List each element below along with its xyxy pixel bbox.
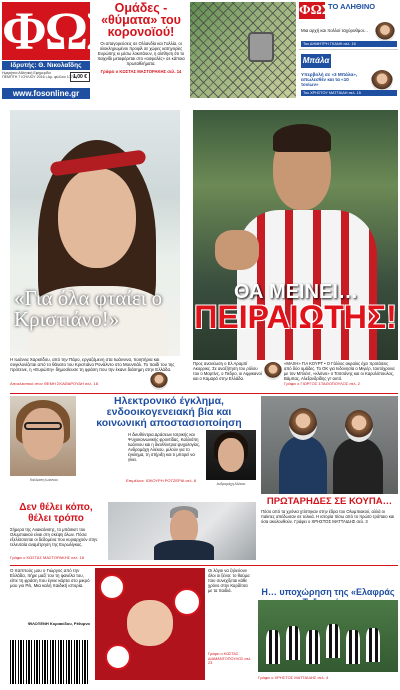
crest-icon <box>173 588 201 616</box>
prides-text: Πόσο από τα χρόνια χτίστηκαν στην έδρα του Ολυμπιακού, αλλά οι παίκτες απέδωσαν σε τελικά. Η ιστορία πίσω από το πρώτο τρόπαιο και όσα ακολουθούν. Γράφει ο ΧΡΗΣΤΟΣ ΜΑΤΤΑΙΔΗΣ σελ. 3 <box>261 509 395 524</box>
team-headline[interactable]: Η… υποχώρηση της «Ελαφράς <box>261 587 395 597</box>
column-alithino[interactable] <box>299 2 398 50</box>
prides-headline[interactable]: ΠΡΩΤΑΡΗΔΕΣ ΣΕ ΚΟΥΠΑ… <box>266 496 393 507</box>
coach-text: Σήμερα της Ανακαίνισης, το μπάσκετ του Ολυμπιακού είναι στη σκέψη όλων. Πόσα εξελίσσονται οι δεδομένα που κυριαρχούν στην τελευταία αναμέτρηση της Ευρωλίγκας. <box>10 527 98 547</box>
violence-headline[interactable]: Ηλεκτρονικό έγκλημα, ενδοοικογενειακή βία και κοινωνική αποστασιοποίηση <box>96 395 242 429</box>
issue-line2: ΠΕΜΠΤΗ 7 ΙΟΥΛΙΟΥ 2016 • Αρ. φύλλου 17784 <box>2 75 77 80</box>
section-divider <box>10 393 398 394</box>
column-logo: ΦΩΣ <box>299 3 331 18</box>
coach-photo <box>108 502 256 560</box>
player-photo[interactable] <box>193 110 398 360</box>
football-left-text: Προς ανανέωση ο Ελ Αραμπί Ακορρικς. Σε αναζήτηση του ρόλου του ο Μαρτίνς, ο Πεδρο, οι Αφρικανοί και ο Καμαρά στην Ελλάδα. <box>193 361 262 381</box>
interviewee1-photo <box>10 396 76 476</box>
team-photo <box>258 600 398 672</box>
football-byline: Γράφει ο ΓΙΩΡΓΟΣ ΣΤΑΘΟΠΟΥΛΟΣ σελ. 2 <box>284 381 361 386</box>
coach-headline[interactable]: Δεν θέλει κόπο, θέλει τρόπο <box>19 502 93 524</box>
player-figure <box>286 626 300 660</box>
man2-shirt <box>333 438 383 494</box>
crest-icon <box>105 644 131 670</box>
player-figure <box>306 630 320 664</box>
player-hair-shape <box>273 124 331 152</box>
two-men-photo[interactable] <box>261 396 398 494</box>
team-byline: Γράφει ο ΧΡΗΣΤΟΣ ΜΑΤΤΑΙΔΗΣ σελ. 4 <box>258 675 329 680</box>
newspaper-logo[interactable]: ΦΩΣ <box>2 1 120 61</box>
barcode-icon <box>10 640 90 684</box>
fence-pattern <box>190 2 296 98</box>
main-headline: ΠΕΙΡΑΙΩΤΗΣ! <box>194 299 397 335</box>
quote-headline: «Για όλα φταίει ο Κριστιάνο!» <box>14 286 163 331</box>
glasses-icon <box>24 422 62 430</box>
crest-icon <box>99 574 125 600</box>
padlock-icon <box>248 32 274 62</box>
face-shape <box>58 168 136 268</box>
column-byline-mpala: Του ΧΡΗΣΤΟΥ ΜΑΤΤΑΙΔΗ σελ. 15 <box>301 90 397 96</box>
side-story-byline: Γράφει ο ΚΩΣΤΑΣ ΔΙΑΜΑΝΤΟΠΟΥΛΟΣ σελ. 23 <box>208 652 252 666</box>
column-logo-mpala: Μπάλα <box>301 54 331 68</box>
player-figure <box>326 624 340 658</box>
columnist-avatar-mpala <box>371 70 393 92</box>
teaser-byline: Γράφει ο ΚΩΣΤΑΣ ΜΑΣΤΟΡΑΚΗΣ σελ. 14 <box>100 69 182 74</box>
girl-photo[interactable] <box>10 110 180 356</box>
player-figure <box>346 630 360 664</box>
column-text: Μια αρχή και πολλοί ταχύρυθμοι… <box>301 28 369 33</box>
side-story-text: Οι λόγοι να ζηλεύουν όλοι οι ξένοι: το θαύμα που συνεχίζεται κάθε χρόνο στην Καρδίτσα με τα παιδιά. <box>208 568 250 593</box>
fence-lock-photo <box>190 2 296 98</box>
baby-face-shape <box>127 600 173 646</box>
coach-byline: Γράφει ο ΚΩΣΤΑΣ ΜΑΣΤΟΡΑΚΗΣ σελ. 16 <box>10 555 85 560</box>
football-right-text: «ΜΑΧΗ» ΓΙΑ ΚΟΥΡΤ • Ο Γάλλος ακραίος έχει προτάσεις από δύο ομάδες. Το ΟΚ για Ινδονησία ο Μιγιέρ, ταυτόχρονα με τον Μπλέντ, «κλείνει» ο Τσιτσάνης και οι Καρυλόπουλος, Βάμπας, Αλεξανδρίδης γι’ αυτό. <box>284 361 395 381</box>
column-mpala[interactable] <box>299 52 398 98</box>
man1-shirt <box>279 436 327 494</box>
issue-line1: Ημερήσια Αθλητική Εφημερίδα <box>2 71 51 75</box>
teaser-story[interactable] <box>94 2 188 100</box>
website-link[interactable]: www.fosonline.gr <box>2 88 90 99</box>
main-headline-top: ΘΑ ΜΕΙΝΕΙ… <box>234 281 358 303</box>
hand-shape <box>215 230 259 270</box>
column-byline: Του ΔΗΜΗΤΡΗ ΓΚΑΝΗ σελ. 16 <box>301 41 397 47</box>
column-text-mpala: Υπερβολή σε «3 Μπάλα», απωλεσθέν και τα «10 τονίων» <box>301 72 358 88</box>
masthead <box>2 1 120 98</box>
man1-face <box>289 408 317 440</box>
columnist-avatar <box>375 22 395 42</box>
reader-letter-signature: ΦΙΛΟΞΕΝΗ Κυριακίδου, Ρέθυμνο <box>27 621 90 626</box>
violence-text: Η διευθύντρια Δράσεων Ιατρικής και Ψυχοκοινωνικής φροντίδας, Καλλιόπη Ιωάννου και η διευθύντρια ψυχολογίας, Ανδρομάχη Αλέκου, μιλούν για το έγκλημα, τη στήριξη και τι μπορεί να γίνει. <box>128 432 201 462</box>
football-avatar <box>264 362 282 380</box>
player-figure <box>366 628 380 662</box>
face-shape <box>22 408 64 460</box>
baby-photo[interactable] <box>95 568 205 680</box>
price-tag: 1,00 € <box>70 72 90 82</box>
teaser-text: Οι απαγορεύσεις σε Ολλανδία και Γαλλία, οι ολοκληρωμένοι προφίλ σε χώρες κατηγορίες Ευρώπης κι μέσω λοκντάουν, η αίσθηση ότι το παιχνίδι μεταφέρεται στο «ασφαλές» σε κάποια πρωταθλήματα. <box>97 41 185 66</box>
girl-story-byline: Αποκλειστικό στον ΘΕΜΗ ΣΚΑΘΑΡΟΥΔΗ σελ. 18 <box>10 381 98 386</box>
girl-story-text: Η Ιωάννα Χαρισίδου, από την Πάρο, εργαζόμενη στα Ιωάννινα, ποιητήρια και συγκλονίζεται από το θάνατο του Κριστιάνο Ρονάλντο στο Μουντιάλ. Το παιδί του της πρότεινε, η «Ευρώπη» δημοσίευσε τη φράση που την έκανε διάσημη στην Ελλάδα. <box>10 357 175 373</box>
suit-shape <box>154 540 214 560</box>
founder-line: Ιδρυτής: Θ. Νικολαΐδης <box>2 61 90 70</box>
interviewee1-caption: Καλλιόπη Ιωάννου <box>29 478 58 482</box>
section-divider <box>10 565 398 566</box>
violence-byline: Επιμέλεια: ΙΟΚΟΥΡΗ ΡΟΤΖΕΡΙΑ σελ. 8 <box>126 478 197 483</box>
man2-face <box>345 410 373 442</box>
player-figure <box>266 630 280 664</box>
interviewee2-caption: Ανδρομάχη Αλέκου <box>216 482 246 486</box>
column-title: ΤΟ ΑΛΗΘΙΝΟ <box>328 2 376 11</box>
reporter-avatar <box>150 372 168 390</box>
face-shape <box>218 438 244 472</box>
reader-letter-text: Ο παππούς μου ο Γιώργος από την Ελλάδα, πήρε μαζί του τη φανέλα του, είπε τη φράση που έγινε κάρτα στο μικρό μου γιο Ρέι, Μια καλή παιδική ιστορία. <box>10 568 90 589</box>
teaser-title: Ομάδες - «θύματα» του κορονοϊού! <box>101 1 181 39</box>
interviewee2-photo <box>206 430 256 480</box>
